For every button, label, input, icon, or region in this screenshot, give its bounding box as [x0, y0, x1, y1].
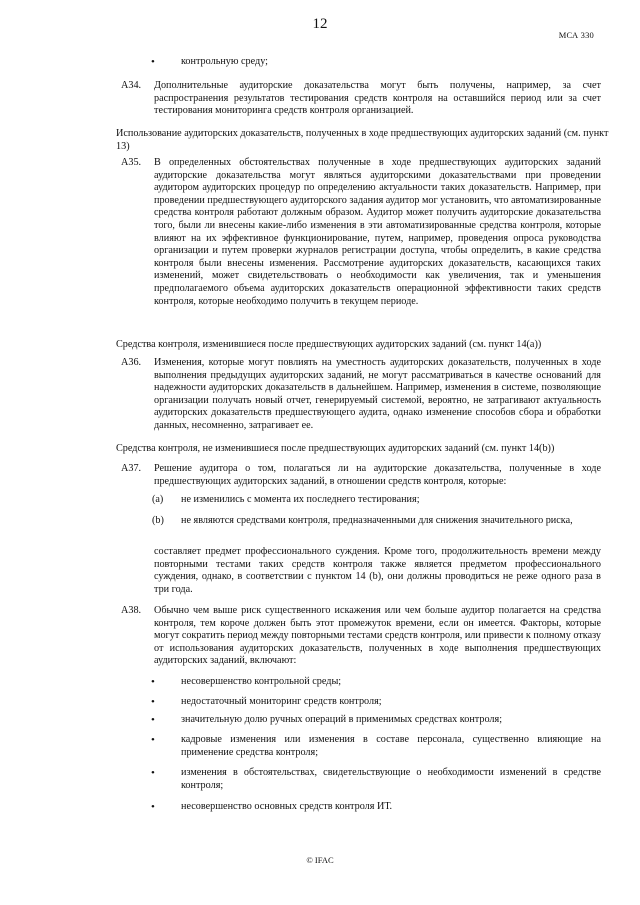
section-heading-1: Использование аудиторских доказательств, полученных в ходе предшествующих аудиторских заданий (см. пункт 13): [116, 128, 609, 152]
bullet-dot-icon: •: [151, 714, 155, 726]
a37-item-text: не являются средствами контроля, предназначенными для снижения значительного риска,: [181, 515, 573, 526]
a38-bullet-text: несовершенство основных средств контроля ИТ.: [181, 801, 393, 812]
section-heading-3: Средства контроля, не изменившиеся после предшествующих аудиторских заданий (см. пункт 14(b)): [116, 443, 555, 454]
a37-text: Решение аудитора о том, полагаться ли на аудиторские доказательства, полученные в ходе предшествующих аудиторских заданий, в отношении средств контроля, которые:: [154, 463, 601, 487]
footer-copyright: © IFAC: [306, 855, 334, 865]
bullet-dot-icon: •: [151, 56, 155, 68]
a38-bullet-text: изменения в обстоятельствах, свидетельствующие о необходимости изменений в средстве контроля;: [181, 767, 601, 791]
a38-bullet-text: недостаточный мониторинг средств контроля;: [181, 696, 382, 707]
a38-label: A38.: [121, 605, 142, 616]
a38-bullet-text: кадровые изменения или изменения в составе персонала, существенно влияющие на применение средства контроля;: [181, 734, 601, 758]
a37-item-text: не изменились с момента их последнего тестирования;: [181, 494, 420, 505]
a35-text: В определенных обстоятельствах полученные в ходе предшествующих аудиторских заданий аудиторские доказательства могут являться аудиторскими доказательствами при проведении аудитором аудиторских процедур по определению актуальности таких доказательств. Например, при проведении предшествующего аудиторского задания аудитор мог установить, что автоматизированные средства контроля работают должным образом. Аудитор может получить аудиторские доказательства того, были ли внесены какие-либо изменения в эти автоматизированные средства контроля, которые влияют на их эффективное функционирование, путем, например, проведения опроса руководства организации и путем проверки журналов регистрации доступа, чтобы определить, в какие средства контроля были внесены изменения. Рассмотрение аудиторских доказательств, касающихся таких изменений, может свидетельствовать о необходимости как увеличения, так и уменьшения предполагаемого объема аудиторских доказательств операционной эффективности таких средств контроля, которые необходимо получить в текущем периоде.: [154, 157, 601, 307]
bullet-dot-icon: •: [151, 801, 155, 813]
a37-label: A37.: [121, 463, 142, 474]
bullet-dot-icon: •: [151, 734, 155, 746]
bullet-dot-icon: •: [151, 676, 155, 688]
a35-label: A35.: [121, 157, 142, 168]
a37-item-marker: (b): [152, 515, 164, 526]
a37-item-marker: (a): [152, 494, 164, 505]
a36-label: A36.: [121, 357, 142, 368]
bullet-dot-icon: •: [151, 696, 155, 708]
section-heading-2: Средства контроля, изменившиеся после предшествующих аудиторских заданий (см. пункт 14(a)): [116, 339, 542, 350]
a37-tail-text: составляет предмет профессионального суждения. Кроме того, продолжительность времени между повторными тестами таких средств контроля также является предметом профессионального суждения, однако, в соответствии с пунктом 14 (b), они должны проводиться не реже одного раза в три года.: [154, 546, 601, 595]
a34-label: A34.: [121, 80, 142, 91]
standard-code: МСА 330: [558, 30, 594, 40]
a38-bullet-text: значительную долю ручных операций в применимых средствах контроля;: [181, 714, 503, 725]
a38-text: Обычно чем выше риск существенного искажения или чем больше аудитор полагается на средства контроля, тем короче должен быть этот промежуток времени, если он имеется. Факторы, которые могут сократить период между повторными тестами средств контроля, или привести к полному отказу от использования аудиторских доказательств, полученных в ходе выполнения предшествующих аудиторских заданий, включают:: [154, 605, 601, 667]
a34-text: Дополнительные аудиторские доказательства могут быть получены, например, за счет распространения результатов тестирования средств контроля на оставшийся период или за счет тестирования мониторинга средств контроля организацией.: [154, 80, 601, 117]
bullet-dot-icon: •: [151, 767, 155, 779]
page-number: 12: [312, 16, 328, 32]
a36-text: Изменения, которые могут повлиять на уместность аудиторских доказательств, полученных в ходе выполнения предыдущих аудиторских заданий, не могут рассматриваться в качестве оснований для надежности аудиторских доказательств в дальнейшем. Например, изменения в системе, позволяющие организации получать новый отчет, генерируемый системой, вероятно, не затрагивают актуальность аудиторских доказательств предшествующего аудита, однако изменение способов сбора и обработки данных, несомненно, затрагивает ее.: [154, 357, 601, 431]
a38-bullet-text: несовершенство контрольной среды;: [181, 676, 342, 687]
intro-bullet-text: контрольную среду;: [181, 56, 269, 67]
